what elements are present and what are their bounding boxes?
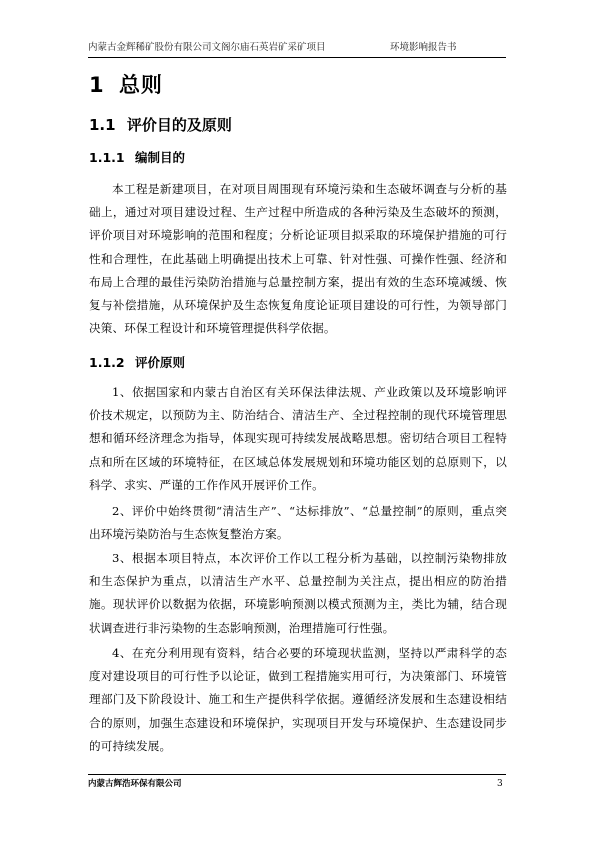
header-document-type: 环境影响报告书 (390, 42, 457, 53)
subsection-number: 1.1.2 (89, 355, 125, 370)
subsection-title: 评价原则 (134, 355, 185, 370)
section-heading (89, 114, 232, 136)
chapter-title: 总则 (118, 73, 163, 97)
page-number: 3 (497, 779, 503, 789)
subsection-heading (89, 149, 185, 167)
section-title: 评价目的及原则 (126, 116, 232, 134)
body-paragraph: 4、在充分利用现有资料，结合必要的环境现状监测，坚持以严肃科学的态度对建设项目的可行性予以论证，做到工程措施实用可行，为决策部门、环境管理部门及下阶段设计、施工和生产提供科学依据。遵循经济发展和生态建设相结合的原则，加强生态建设和环境保护，实现项目开发与环境保护、生态建设同步的可持续发展。 (89, 646, 507, 753)
body-paragraph: 2、评价中始终贯彻“清洁生产”、“达标排放”、“总量控制”的原则，重点突出环境污染防治与生态恢复整治方案。 (89, 504, 507, 542)
page-header (88, 41, 506, 55)
footer-divider (88, 774, 506, 775)
subsection-number: 1.1.1 (89, 150, 125, 165)
section-number: 1.1 (89, 116, 116, 134)
chapter-number: 1 (89, 73, 105, 97)
header-divider (88, 57, 506, 58)
chapter-heading (89, 70, 163, 100)
body-paragraph: 1、依据国家和内蒙古自治区有关环保法律法规、产业政策以及环境影响评价技术规定，以预防为主、防治结合、清洁生产、全过程控制的现代环境管理思想和循环经济理念为指导，体现实现可持续发展战略思想。密切结合项目工程特点和所在区域的环境特征，在区域总体发展规划和环境功能区划的总原则下，以科学、求实、严谨的工作作风开展评价工作。 (89, 385, 507, 492)
subsection-heading (89, 354, 185, 372)
footer-company: 内蒙古辉浩环保有限公司 (88, 779, 182, 789)
body-paragraph: 3、根据本项目特点，本次评价工作以工程分析为基础，以控制污染物排放和生态保护为重点，以清洁生产水平、总量控制为关注点，提出相应的防治措施。现状评价以数据为依据，环境影响预测以模式预测为主，类比为辅，结合现状调查进行非污染物的生态影响预测，治理措施可行性强。 (89, 551, 507, 635)
subsection-title: 编制目的 (134, 150, 185, 165)
body-paragraph: 本工程是新建项目，在对项目周围现有环境污染和生态破坏调查与分析的基础上，通过对项目建设过程、生产过程中所造成的各种污染及生态破坏的预测，评价项目对环境影响的范围和程度；分析论证项目拟采取的环境保护措施的可行性和合理性，在此基础上明确提出技术上可靠、针对性强、可操作性强、经济和布局上合理的最佳污染防治措施与总量控制方案，提出有效的生态环境减缓、恢复与补偿措施，从环境保护及生态恢复角度论证项目建设的可行性，为领导部门决策、环保工程设计和环境管理提供科学依据。 (89, 182, 507, 336)
header-project-title: 内蒙古金辉稀矿股份有限公司文阁尔庙石英岩矿采矿项目 (88, 42, 326, 53)
